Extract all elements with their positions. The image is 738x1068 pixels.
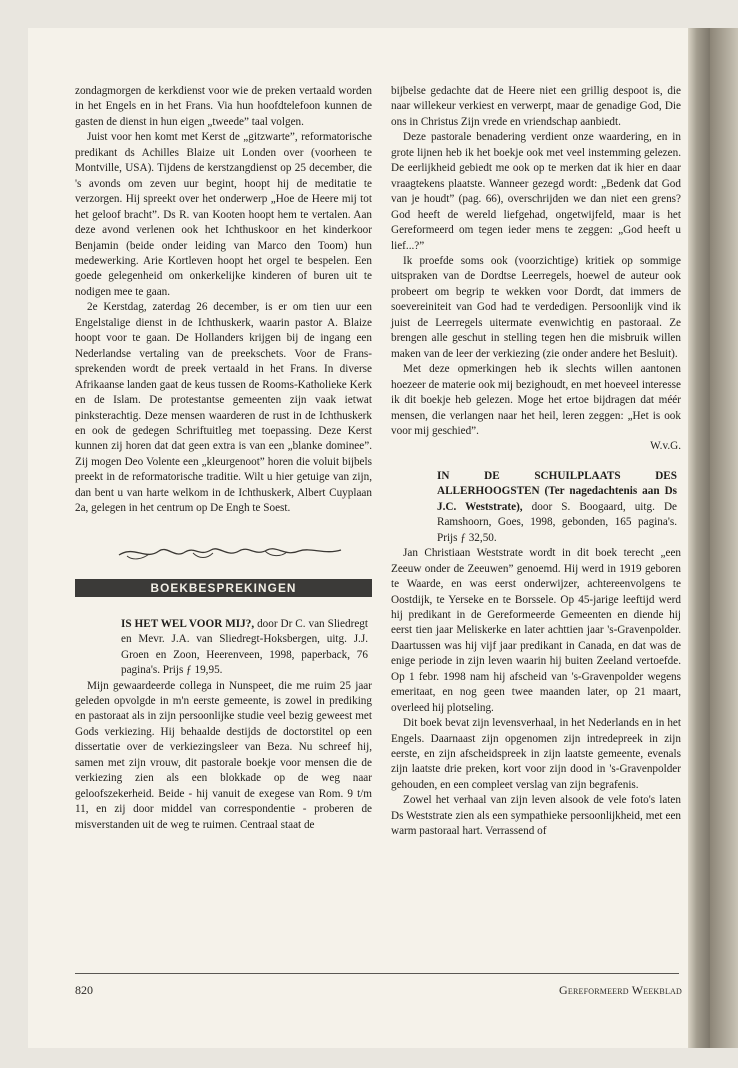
paragraph: 2e Kerstdag, zaterdag 26 december, is er om tien uur een Engelstalige dienst in de Ichthuskerk, waarin pastor A. Blaize hoopt voor te gaan. De Hollanders krijgen bij de ingang een Nederlandse vertaling van de preekschets. Voor de Frans-sprekenden wordt de preek vertaald in het Frans. In diverse Afrikaanse landen gaat de keus tussen de Rooms-Katholieke Kerk en de Islam. De protestantse gemeenten zijn vaak ietwat pinksterachtig. Deze mensen waarderen de rust in de Ichthuskerk en ook de gedegen Schriftuitleg met toepassing. Deze Kerst kunnen zij horen dat dat geen extra is van een „blanke dominee”. Zij mogen Deo Volente een „kleurgenoot” horen die voluit bijbels preekt in de reformatorische traditie. Wilt u hier getuige van zijn, dan bent u van harte welkom in de Ichthuskerk, Albert Cuyplaan 2a, gelegen in het centrum op De Engh te Soest. [75,301,372,515]
paragraph: Jan Christiaan Weststrate wordt in dit boek terecht „een Zeeuw onder de Zeeuwen” genoemd. Hij werd in 1919 geboren te Waarde, en was eerst onderwijzer, achtereenvolgens te Oostdijk, te Yerseke en te Borssele. Op 45-jarige leeftijd werd hij predikant in de Gereformeerde Gemeenten en diende hij eerst tien jaar Meliskerke en later achttien jaar 's-Gravenpolder. Daartussen was hij vijf jaar predikant in Canada, en dat was de enige periode in zijn leven waarin hij buiten Zeeland vertoefde. Op 1 febr. 1998 nam hij afscheid van 's-Gravenpolder wegens emeritaat, en nog geen twee maanden later, op 21 maart, overleed hij plotseling. [391,547,681,714]
paragraph: Dit boek bevat zijn levensverhaal, in het Nederlands en in het Engels. Daarnaast zijn opgenomen zijn intredepreek in zijn eerste, en zijn afscheidspreek in zijn laatste gemeente, evenals zijn laatste drie preken, kort voor zijn dood in 's-Gravenpolder gehouden, en een compleet verslag van zijn begrafenis. [391,717,681,791]
paragraph: Ik proefde soms ook (voorzichtige) kritiek op sommige uitspraken van de Dordtse Leerregels, hoewel de auteur ook probeert om begrip te wekken voor Dordt, dat immers de soevereiniteit van God had te verdedigen. Persoonlijk vind ik juist de Leerregels uitermate evenwichtig en pastoraal. Ze brengen alle geschut in stelling tegen hen die misbruik willen maken van de leer der verkiezing (zie onder andere het Besluit). [391,254,681,360]
page-gutter-shadow [688,28,710,1048]
right-column [391,84,681,840]
reviewer-signature: W.v.G. [650,440,681,453]
book-spine-edge [710,28,738,1048]
journal-name: Gereformeerd Weekblad [559,983,682,997]
paragraph: zondagmorgen de kerkdienst voor wie de preken vertaald worden in het Engels en in het Frans. Via hun hoofdtelefoon kunnen de gasten de dienst in hun eigen „tweede” taal volgen. [75,85,372,128]
book-title: IN DE SCHUILPLAATS DES ALLERHOOGSTEN (Ter nagedachtenis aan Ds J.C. Weststrate), [437,469,677,513]
paragraph: Zowel het verhaal van zijn leven alsook de vele foto's laten Ds Weststrate zien als een sympathieke persoonlijkheid, met een warm pastoraal hart. Verrassend of [391,794,681,838]
left-column [75,84,372,833]
magazine-page [28,28,710,1048]
book-title: IS HET WEL VOOR MIJ?, [121,617,255,630]
paragraph: Mijn gewaardeerde collega in Nunspeet, die me ruim 25 jaar geleden opvolgde in m'n eerste gemeente, is zowel in prediking en pastoraat als in zijn persoonlijke studie veel bezig geweest met Gods verkiezing. Hij behaalde destijds de doctorstitel op een dissertatie over de verkiezingsleer van Beza. Nu schreef hij, samen met zijn vrouw, dit pastorale boekje voor mensen die de verkiezing zien als een blokkade op de weg naar geloofszekerheid. Beide - hij vanuit de exegese van Rom. 9 t/m 11, en zij door middel van correspondentie - proberen de misverstanden uit de weg te ruimen. Centraal staat de [75,679,372,831]
section-header: BOEKBESPREKINGEN [75,579,372,597]
paragraph: Deze pastorale benadering verdient onze waardering, en in grote lijnen heb ik het boekje ook met veel instemming gelezen. De eerlijkheid gebiedt me ook op te merken dat ik hier en daar vraagtekens plaatste. Wanneer gezegd wordt: „Bedenk dat God van je houdt” (pag. 66), overschrijden we dan niet een grens? God heeft de wereld liefgehad, ongetwijfeld, maar is het Gereformeerd om tegen ieder mens te zeggen: „God heeft u lief...?” [391,131,681,252]
book-review-heading [75,617,372,679]
book-details: door Dr C. van Sliedregt en Mevr. J.A. van Sliedregt-Hoksbergen, uitg. J.J. Groen en Zoon, Heerenveen, 1998, paperback, 76 pagina's. Prijs ƒ 19,95. [121,617,368,677]
paragraph: Met deze opmerkingen heb ik slechts willen aantonen hoezeer de materie ook mij bezighoudt, en met hoeveel interesse ik dit boekje heb gelezen. Moge het ertoe bijdragen dat méér mensen, die verlangen naar het heil, leren zeggen: „Het is ook voor mij geschied”. [391,363,681,437]
page-number: 820 [75,983,93,997]
paragraph: Juist voor hen komt met Kerst de „gitzwarte”, reformatorische predikant ds Achilles Blaize uit Londen over (voorheen te Montville, USA). Tijdens de kerstzangdienst op 25 december, die 's avonds om zeven uur begint, hoopt hij de meditatie te verzorgen. Hij spreekt over het onderwerp „Hoe de Heere mij tot het geloof bracht”. Ds R. van Kooten hoopt hem te vertalen. Aan deze avond verlenen ook het Ichthuskoor en het kinderkoor Benjamin (beide onder leiding van Marco den Toom) hun medewerking. Arie Kortleven hoopt het orgel te bespelen. Een goede gelegenheid om onkerkelijke kinderen of buren uit te nodigen mee te gaan. [75,131,372,298]
paragraph: bijbelse gedachte dat de Heere niet een grillig despoot is, die naar willekeur verkiest en verwerpt, maar de genadige God, Die ons in Christus Zijn vrede en vriendschap aanbiedt. [391,85,681,128]
footer-rule [75,973,679,974]
book-review-heading [391,469,681,546]
ornamental-divider [115,541,345,563]
book-details: door S. Boogaard, uitg. De Ramshoorn, Goes, 1998, gebonden, 165 pagina's. Prijs ƒ 32,50. [437,500,678,544]
